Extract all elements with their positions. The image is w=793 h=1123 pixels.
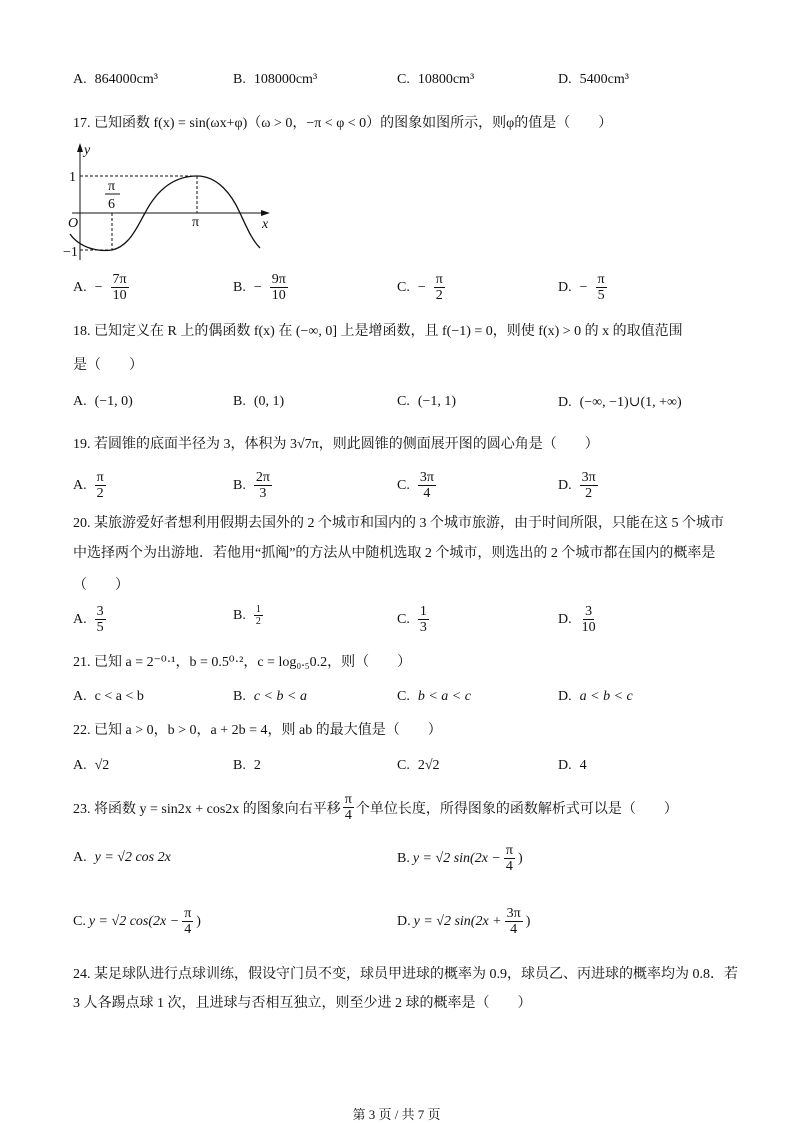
q20-option-c: C. $\frac{1}{3}$: [397, 604, 427, 635]
x-label: x: [262, 217, 269, 232]
q20-option-a: A. $\frac{3}{5}$: [73, 604, 104, 635]
q17-option-b: B. − $\frac{9\pi}{10}$: [233, 272, 286, 303]
q17-option-a: A. − $\frac{7\pi}{10}$: [73, 272, 127, 303]
q22-option-b: B. 2: [233, 758, 261, 773]
q19-option-c: C. $\frac{3\pi}{4}$: [397, 470, 434, 501]
q16-option-a: A. 864000cm³: [73, 72, 158, 87]
q23-stem: 23. 将函数 y = sin2x + cos2x 的图象向右平移 $\frac{\pi}{4}$ 个单位长度，所得图象的函数解析式可以是（ ）: [73, 792, 678, 823]
y-label: y: [84, 143, 91, 158]
q19-option-d: D. $\frac{3\pi}{2}$: [558, 470, 596, 501]
q22-option-a: A. √2: [73, 758, 110, 773]
q21-stem: 21. 已知 a = 2⁻⁰·¹，b = 0.5⁰·²，c = log₀.₅0.2，则（ ）: [73, 655, 412, 670]
q20-stem-cont: 中选择两个为出游地．若他用“抓阄”的方法从中随机选取 2 个城市，则选出的 2 个城市都在国内的概率是: [73, 546, 716, 561]
q17-option-d: D. − $\frac{\pi}{5}$: [558, 272, 605, 303]
q17-sine-graph: [63, 140, 280, 265]
y-axis-arrow-icon: [77, 143, 83, 152]
q22-option-d: D. 4: [558, 758, 587, 773]
q17-option-c: C. − $\frac{\pi}{2}$: [397, 272, 443, 303]
x-trough-den: 6: [108, 197, 115, 212]
y-max-label: 1: [69, 170, 76, 185]
q24-stem-cont: 3 人各踢点球 1 次，且进球与否相互独立，则至少进 2 球的概率是（ ）: [73, 996, 532, 1011]
x-trough-num: π: [108, 179, 116, 194]
q20-option-d: D. $\frac{3}{10}$: [558, 604, 596, 635]
q21-option-c: C. b < a < c: [397, 689, 471, 704]
x-axis-arrow-icon: [261, 210, 270, 216]
q16-option-b: B. 108000cm³: [233, 72, 318, 87]
q16-option-c: C. 10800cm³: [397, 72, 475, 87]
q22-stem: 22. 已知 a > 0，b > 0，a + 2b = 4，则 ab 的最大值是（ ）: [73, 723, 442, 738]
origin-label: O: [68, 216, 79, 231]
q20-stem: 20. 某旅游爱好者想利用假期去国外的 2 个城市和国内的 3 个城市旅游，由于时间所限，只能在这 5 个城市: [73, 516, 724, 531]
q19-option-a: A. $\frac{\pi}{2}$: [73, 470, 104, 501]
q23-option-a: A. y = √2 cos 2x: [73, 850, 171, 865]
q19-option-b: B. $\frac{2\pi}{3}$: [233, 470, 270, 501]
page-footer: 第 3 页 / 共 7 页: [352, 1107, 441, 1122]
q17-stem: 17. 已知函数 f(x) = sin(ωx+φ)（ω > 0，−π < φ < 0）的图象如图所示，则φ的值是（ ）: [73, 116, 613, 131]
q18-stem: 18. 已知定义在 R 上的偶函数 f(x) 在 (−∞, 0] 上是增函数，且 f(−1) = 0，则使 f(x) > 0 的 x 的取值范围: [73, 324, 683, 339]
q22-option-c: C. 2√2: [397, 758, 440, 773]
q16-option-d: D. 5400cm³: [558, 72, 629, 87]
q21-option-d: D. a < b < c: [558, 689, 633, 704]
q18-option-a: A. (−1, 0): [73, 394, 133, 409]
q23-option-b: B. y = √2 sin(2x − $\frac{\pi}{4}$ ): [397, 843, 523, 874]
q24-stem: 24. 某足球队进行点球训练，假设守门员不变，球员甲进球的概率为 0.9，球员乙、丙进球的概率均为 0.8．若: [73, 967, 738, 982]
q23-option-d: D. y = √2 sin(2x + $\frac{3\pi}{4}$ ): [397, 906, 531, 937]
q20-stem-paren: （ ）: [73, 578, 129, 593]
q21-option-a: A. c < a < b: [73, 689, 144, 704]
q21-option-b: B. c < b < a: [233, 689, 307, 704]
q18-option-b: B. (0, 1): [233, 394, 285, 409]
x-peak-label: π: [192, 215, 200, 230]
q18-stem-cont: 是（ ）: [73, 358, 143, 373]
q23-option-c: C. y = √2 cos(2x − $\frac{\pi}{4}$ ): [73, 906, 201, 937]
y-min-label: −1: [63, 245, 78, 260]
q18-option-c: C. (−1, 1): [397, 394, 457, 409]
q19-stem: 19. 若圆锥的底面半径为 3，体积为 3√7π，则此圆锥的侧面展开图的圆心角是（ ）: [73, 437, 599, 452]
q20-option-b: B. $\frac{1}{2}$: [233, 604, 261, 627]
q18-option-d: D. (−∞, −1)∪(1, +∞): [558, 394, 682, 410]
